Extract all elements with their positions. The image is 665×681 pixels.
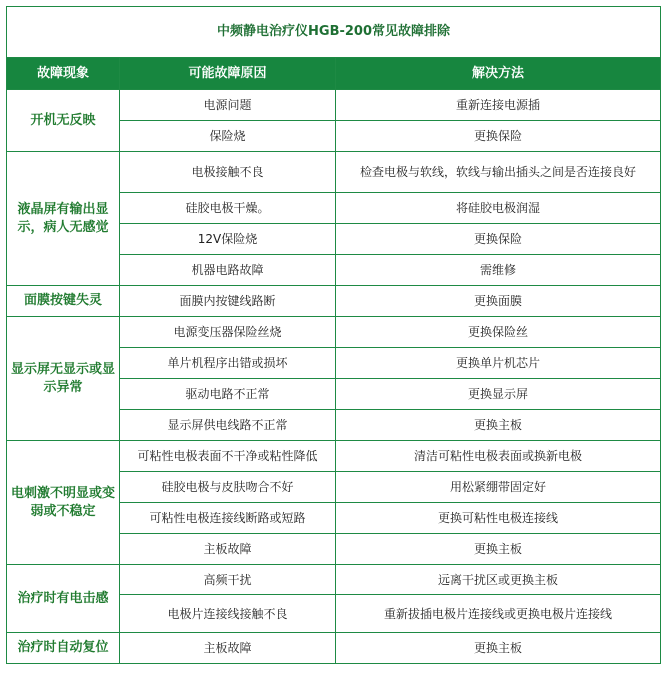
cause-cell: 主板故障 bbox=[120, 633, 336, 664]
solution-cell: 更换主板 bbox=[336, 633, 661, 664]
solution-cell: 更换保险丝 bbox=[336, 317, 661, 348]
table-row bbox=[7, 152, 661, 193]
cause-cell: 硅胶电极与皮肤吻合不好 bbox=[120, 472, 336, 503]
cause-cell: 高频干扰 bbox=[120, 565, 336, 595]
header-solution: 解决方法 bbox=[336, 58, 661, 90]
solution-cell: 重新拔插电极片连接线或更换电极片连接线 bbox=[336, 595, 661, 633]
cause-cell: 电极接触不良 bbox=[120, 152, 336, 193]
table-row bbox=[7, 90, 661, 121]
cause-cell: 保险烧 bbox=[120, 121, 336, 152]
table-row bbox=[7, 441, 661, 472]
title-row bbox=[7, 7, 661, 58]
cause-cell: 可粘性电极连接线断路或短路 bbox=[120, 503, 336, 534]
table-row bbox=[7, 317, 661, 348]
cause-cell: 显示屏供电线路不正常 bbox=[120, 410, 336, 441]
header-row bbox=[7, 58, 661, 90]
solution-cell: 清洁可粘性电极表面或换新电极 bbox=[336, 441, 661, 472]
cause-cell: 驱动电路不正常 bbox=[120, 379, 336, 410]
cause-cell: 机器电路故障 bbox=[120, 255, 336, 286]
symptom-cell: 治疗时有电击感 bbox=[7, 565, 120, 633]
troubleshooting-table-container bbox=[6, 6, 660, 664]
cause-cell: 主板故障 bbox=[120, 534, 336, 565]
solution-cell: 更换保险 bbox=[336, 121, 661, 152]
symptom-cell: 显示屏无显示或显示异常 bbox=[7, 317, 120, 441]
solution-cell: 重新连接电源插 bbox=[336, 90, 661, 121]
solution-cell: 用松紧绷带固定好 bbox=[336, 472, 661, 503]
header-symptom: 故障现象 bbox=[7, 58, 120, 90]
header-cause: 可能故障原因 bbox=[120, 58, 336, 90]
solution-cell: 检查电极与软线，软线与输出插头之间是否连接良好 bbox=[336, 152, 661, 193]
cause-cell: 可粘性电极表面不干净或粘性降低 bbox=[120, 441, 336, 472]
solution-cell: 将硅胶电极润湿 bbox=[336, 193, 661, 224]
symptom-cell: 电刺激不明显或变弱或不稳定 bbox=[7, 441, 120, 565]
table-title: 中频静电治疗仪HGB-200常见故障排除 bbox=[7, 7, 661, 58]
solution-cell: 更换面膜 bbox=[336, 286, 661, 317]
table-row bbox=[7, 565, 661, 595]
troubleshooting-table bbox=[6, 6, 661, 664]
cause-cell: 12V保险烧 bbox=[120, 224, 336, 255]
symptom-cell: 开机无反映 bbox=[7, 90, 120, 152]
cause-cell: 电源变压器保险丝烧 bbox=[120, 317, 336, 348]
symptom-cell: 液晶屏有输出显示，病人无感觉 bbox=[7, 152, 120, 286]
symptom-cell: 面膜按键失灵 bbox=[7, 286, 120, 317]
cause-cell: 电源问题 bbox=[120, 90, 336, 121]
table-row bbox=[7, 633, 661, 664]
solution-cell: 更换显示屏 bbox=[336, 379, 661, 410]
symptom-cell: 治疗时自动复位 bbox=[7, 633, 120, 664]
table-row bbox=[7, 286, 661, 317]
solution-cell: 更换可粘性电极连接线 bbox=[336, 503, 661, 534]
cause-cell: 电极片连接线接触不良 bbox=[120, 595, 336, 633]
cause-cell: 单片机程序出错或损坏 bbox=[120, 348, 336, 379]
solution-cell: 更换保险 bbox=[336, 224, 661, 255]
solution-cell: 需维修 bbox=[336, 255, 661, 286]
cause-cell: 面膜内按键线路断 bbox=[120, 286, 336, 317]
solution-cell: 更换主板 bbox=[336, 410, 661, 441]
solution-cell: 更换主板 bbox=[336, 534, 661, 565]
solution-cell: 更换单片机芯片 bbox=[336, 348, 661, 379]
cause-cell: 硅胶电极干燥。 bbox=[120, 193, 336, 224]
solution-cell: 远离干扰区或更换主板 bbox=[336, 565, 661, 595]
